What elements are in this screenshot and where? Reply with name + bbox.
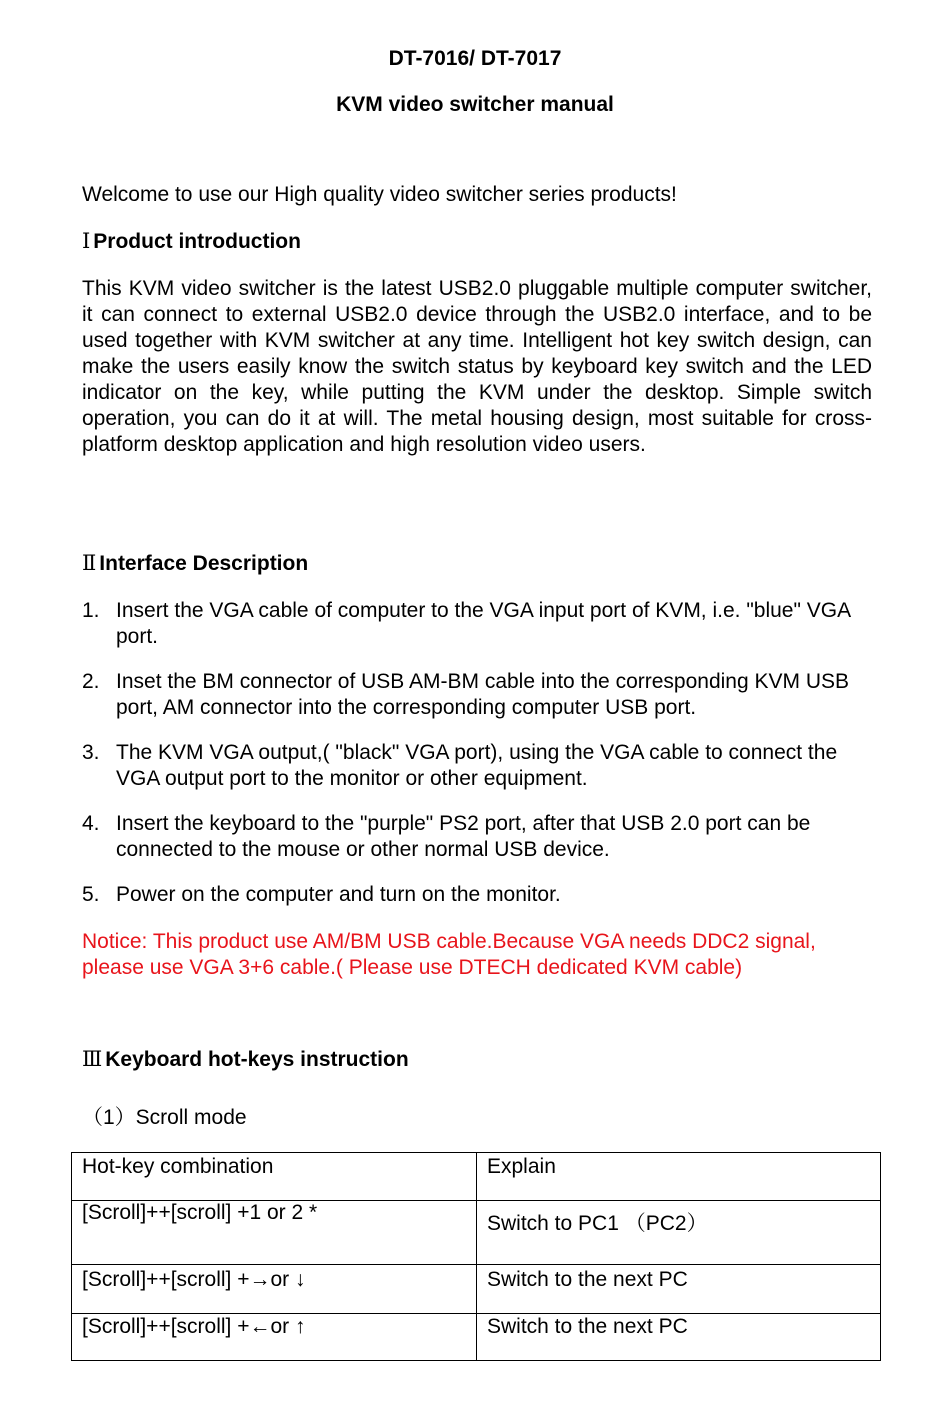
list-item bbox=[82, 740, 872, 792]
model-title: DT-7016/ DT-7017 bbox=[388, 47, 562, 70]
list-item bbox=[82, 882, 872, 908]
section-numeral: Ⅲ bbox=[82, 1047, 103, 1071]
section-numeral: Ⅱ bbox=[82, 551, 97, 575]
table-cell-explain: Switch to PC1 （PC2） bbox=[477, 1201, 881, 1265]
step-text: Insert the keyboard to the "purple" PS2 port, after that USB 2.0 port can be connected to the mouse or other normal USB device. bbox=[116, 812, 811, 861]
step-text: Insert the VGA cable of computer to the VGA input port of KVM, i.e. "blue" VGA port. bbox=[116, 599, 850, 648]
welcome-text: Welcome to use our High quality video switcher series products! bbox=[82, 183, 677, 206]
step-number: 3. bbox=[82, 741, 100, 764]
step-number: 2. bbox=[82, 670, 100, 693]
scroll-mode-label: （1）Scroll mode bbox=[82, 1106, 247, 1129]
table-row bbox=[72, 1265, 881, 1314]
interface-steps-list bbox=[82, 598, 872, 927]
list-item bbox=[82, 669, 872, 721]
notice-text: Notice: This product use AM/BM USB cable.Because VGA needs DDC2 signal, please use VGA 3+6 cable.( Please use DTECH dedicated KVM cable) bbox=[82, 930, 816, 979]
table-cell-hotkey: [Scroll]++[scroll] +←or ↑ bbox=[72, 1314, 477, 1361]
table-cell-hotkey: [Scroll]++[scroll] +→or ↓ bbox=[72, 1265, 477, 1314]
section-heading-label: Product introduction bbox=[93, 230, 301, 253]
list-item bbox=[82, 811, 872, 863]
section-heading-interface-description bbox=[82, 551, 308, 576]
step-text: The KVM VGA output,( "black" VGA port), using the VGA cable to connect the VGA output port to the monitor or other equipment. bbox=[116, 741, 838, 790]
table-header-explain: Explain bbox=[477, 1153, 881, 1201]
section-numeral: Ⅰ bbox=[82, 229, 91, 253]
table-cell-explain: Switch to the next PC bbox=[477, 1265, 881, 1314]
table-header-row bbox=[72, 1153, 881, 1201]
table-row bbox=[72, 1201, 881, 1265]
step-number: 5. bbox=[82, 883, 100, 906]
step-text: Power on the computer and turn on the monitor. bbox=[116, 883, 561, 906]
section-heading-keyboard-hotkeys bbox=[82, 1047, 409, 1072]
hotkey-table bbox=[71, 1152, 881, 1361]
table-cell-hotkey: [Scroll]++[scroll] +1 or 2 * bbox=[72, 1201, 477, 1265]
table-cell-explain: Switch to the next PC bbox=[477, 1314, 881, 1361]
list-item bbox=[82, 598, 872, 650]
table-row bbox=[72, 1314, 881, 1361]
step-text: Inset the BM connector of USB AM-BM cable into the corresponding KVM USB port, AM connector into the corresponding computer USB port. bbox=[116, 670, 850, 719]
section-heading-product-introduction bbox=[82, 229, 301, 254]
table-header-hotkey: Hot-key combination bbox=[72, 1153, 477, 1201]
step-number: 1. bbox=[82, 599, 100, 622]
step-number: 4. bbox=[82, 812, 100, 835]
product-introduction-text: This KVM video switcher is the latest USB2.0 pluggable multiple computer switcher, it can connect to external USB2.0 device through the USB2.0 interface, and to be used together with KVM switcher at any time. Intelligent hot key switch design, can make the users easily know the switch status by keyboard key switch and the LED indicator on the key, while putting the KVM under the desktop. Simple switch operation, you can do it at will. The metal housing design, most suitable for cross-platform desktop application and high resolution video users. bbox=[82, 277, 872, 456]
section-heading-label: Keyboard hot-keys instruction bbox=[105, 1048, 409, 1071]
section-heading-label: Interface Description bbox=[99, 552, 309, 575]
manual-title: KVM video switcher manual bbox=[336, 93, 614, 116]
